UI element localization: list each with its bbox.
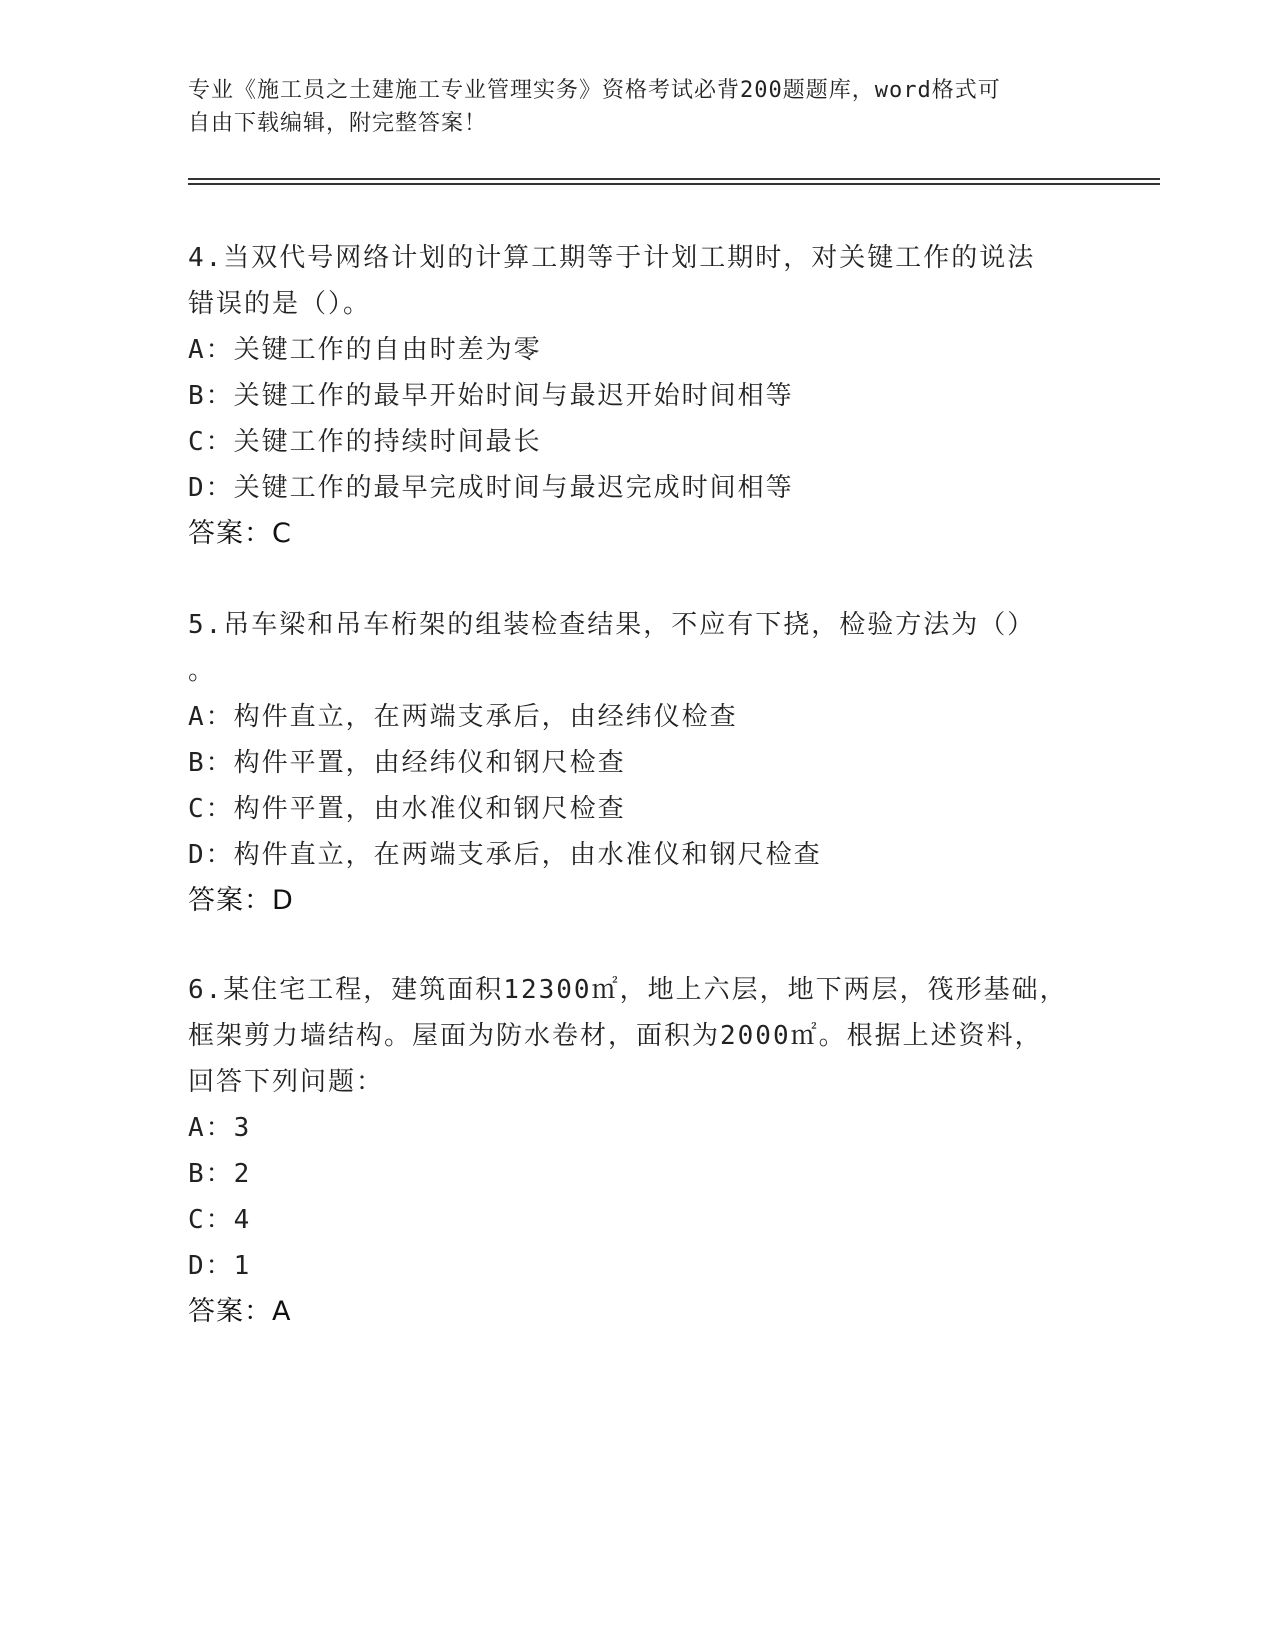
question-stem-line: 框架剪力墙结构。屋面为防水卷材，面积为2000㎡。根据上述资料， xyxy=(188,1021,1043,1051)
answer-line: 答案：A xyxy=(188,1296,292,1327)
question-6 xyxy=(188,967,1088,1335)
option-d: D：关键工作的最早完成时间与最迟完成时间相等 xyxy=(188,473,794,503)
option-a: A：3 xyxy=(188,1113,252,1143)
option-c: C：4 xyxy=(188,1205,252,1235)
option-c: C：构件平置，由水准仪和钢尺检查 xyxy=(188,794,626,824)
option-a: A：关键工作的自由时差为零 xyxy=(188,335,542,365)
question-stem-line: 错误的是（）。 xyxy=(188,289,372,319)
document-header xyxy=(188,74,1068,140)
header-line-2: 自由下载编辑，附完整答案！ xyxy=(188,111,488,136)
option-d: D：构件直立，在两端支承后，由水准仪和钢尺检查 xyxy=(188,840,822,870)
question-stem-line: 5.吊车梁和吊车桁架的组装检查结果，不应有下挠，检验方法为（） xyxy=(188,610,1036,640)
question-stem-line: 6.某住宅工程，建筑面积12300㎡，地上六层，地下两层，筏形基础， xyxy=(188,975,1068,1005)
question-stem-line: 回答下列问题： xyxy=(188,1067,385,1097)
option-c: C：关键工作的持续时间最长 xyxy=(188,427,542,457)
header-line-1: 专业《施工员之土建施工专业管理实务》资格考试必背200题题库，word格式可 xyxy=(188,78,1001,103)
answer-line: 答案：C xyxy=(188,518,292,549)
header-divider-bottom xyxy=(188,183,1160,185)
header-divider-top xyxy=(188,178,1160,180)
question-5 xyxy=(188,602,1088,924)
answer-line: 答案：D xyxy=(188,885,294,916)
option-a: A：构件直立，在两端支承后，由经纬仪检查 xyxy=(188,702,738,732)
option-d: D：1 xyxy=(188,1251,252,1281)
option-b: B：2 xyxy=(188,1159,252,1189)
question-4 xyxy=(188,235,1088,557)
option-b: B：构件平置，由经纬仪和钢尺检查 xyxy=(188,748,626,778)
question-stem-line: 4.当双代号网络计划的计算工期等于计划工期时，对关键工作的说法 xyxy=(188,243,1036,273)
option-b: B：关键工作的最早开始时间与最迟开始时间相等 xyxy=(188,381,794,411)
question-stem-line: 。 xyxy=(188,656,217,686)
